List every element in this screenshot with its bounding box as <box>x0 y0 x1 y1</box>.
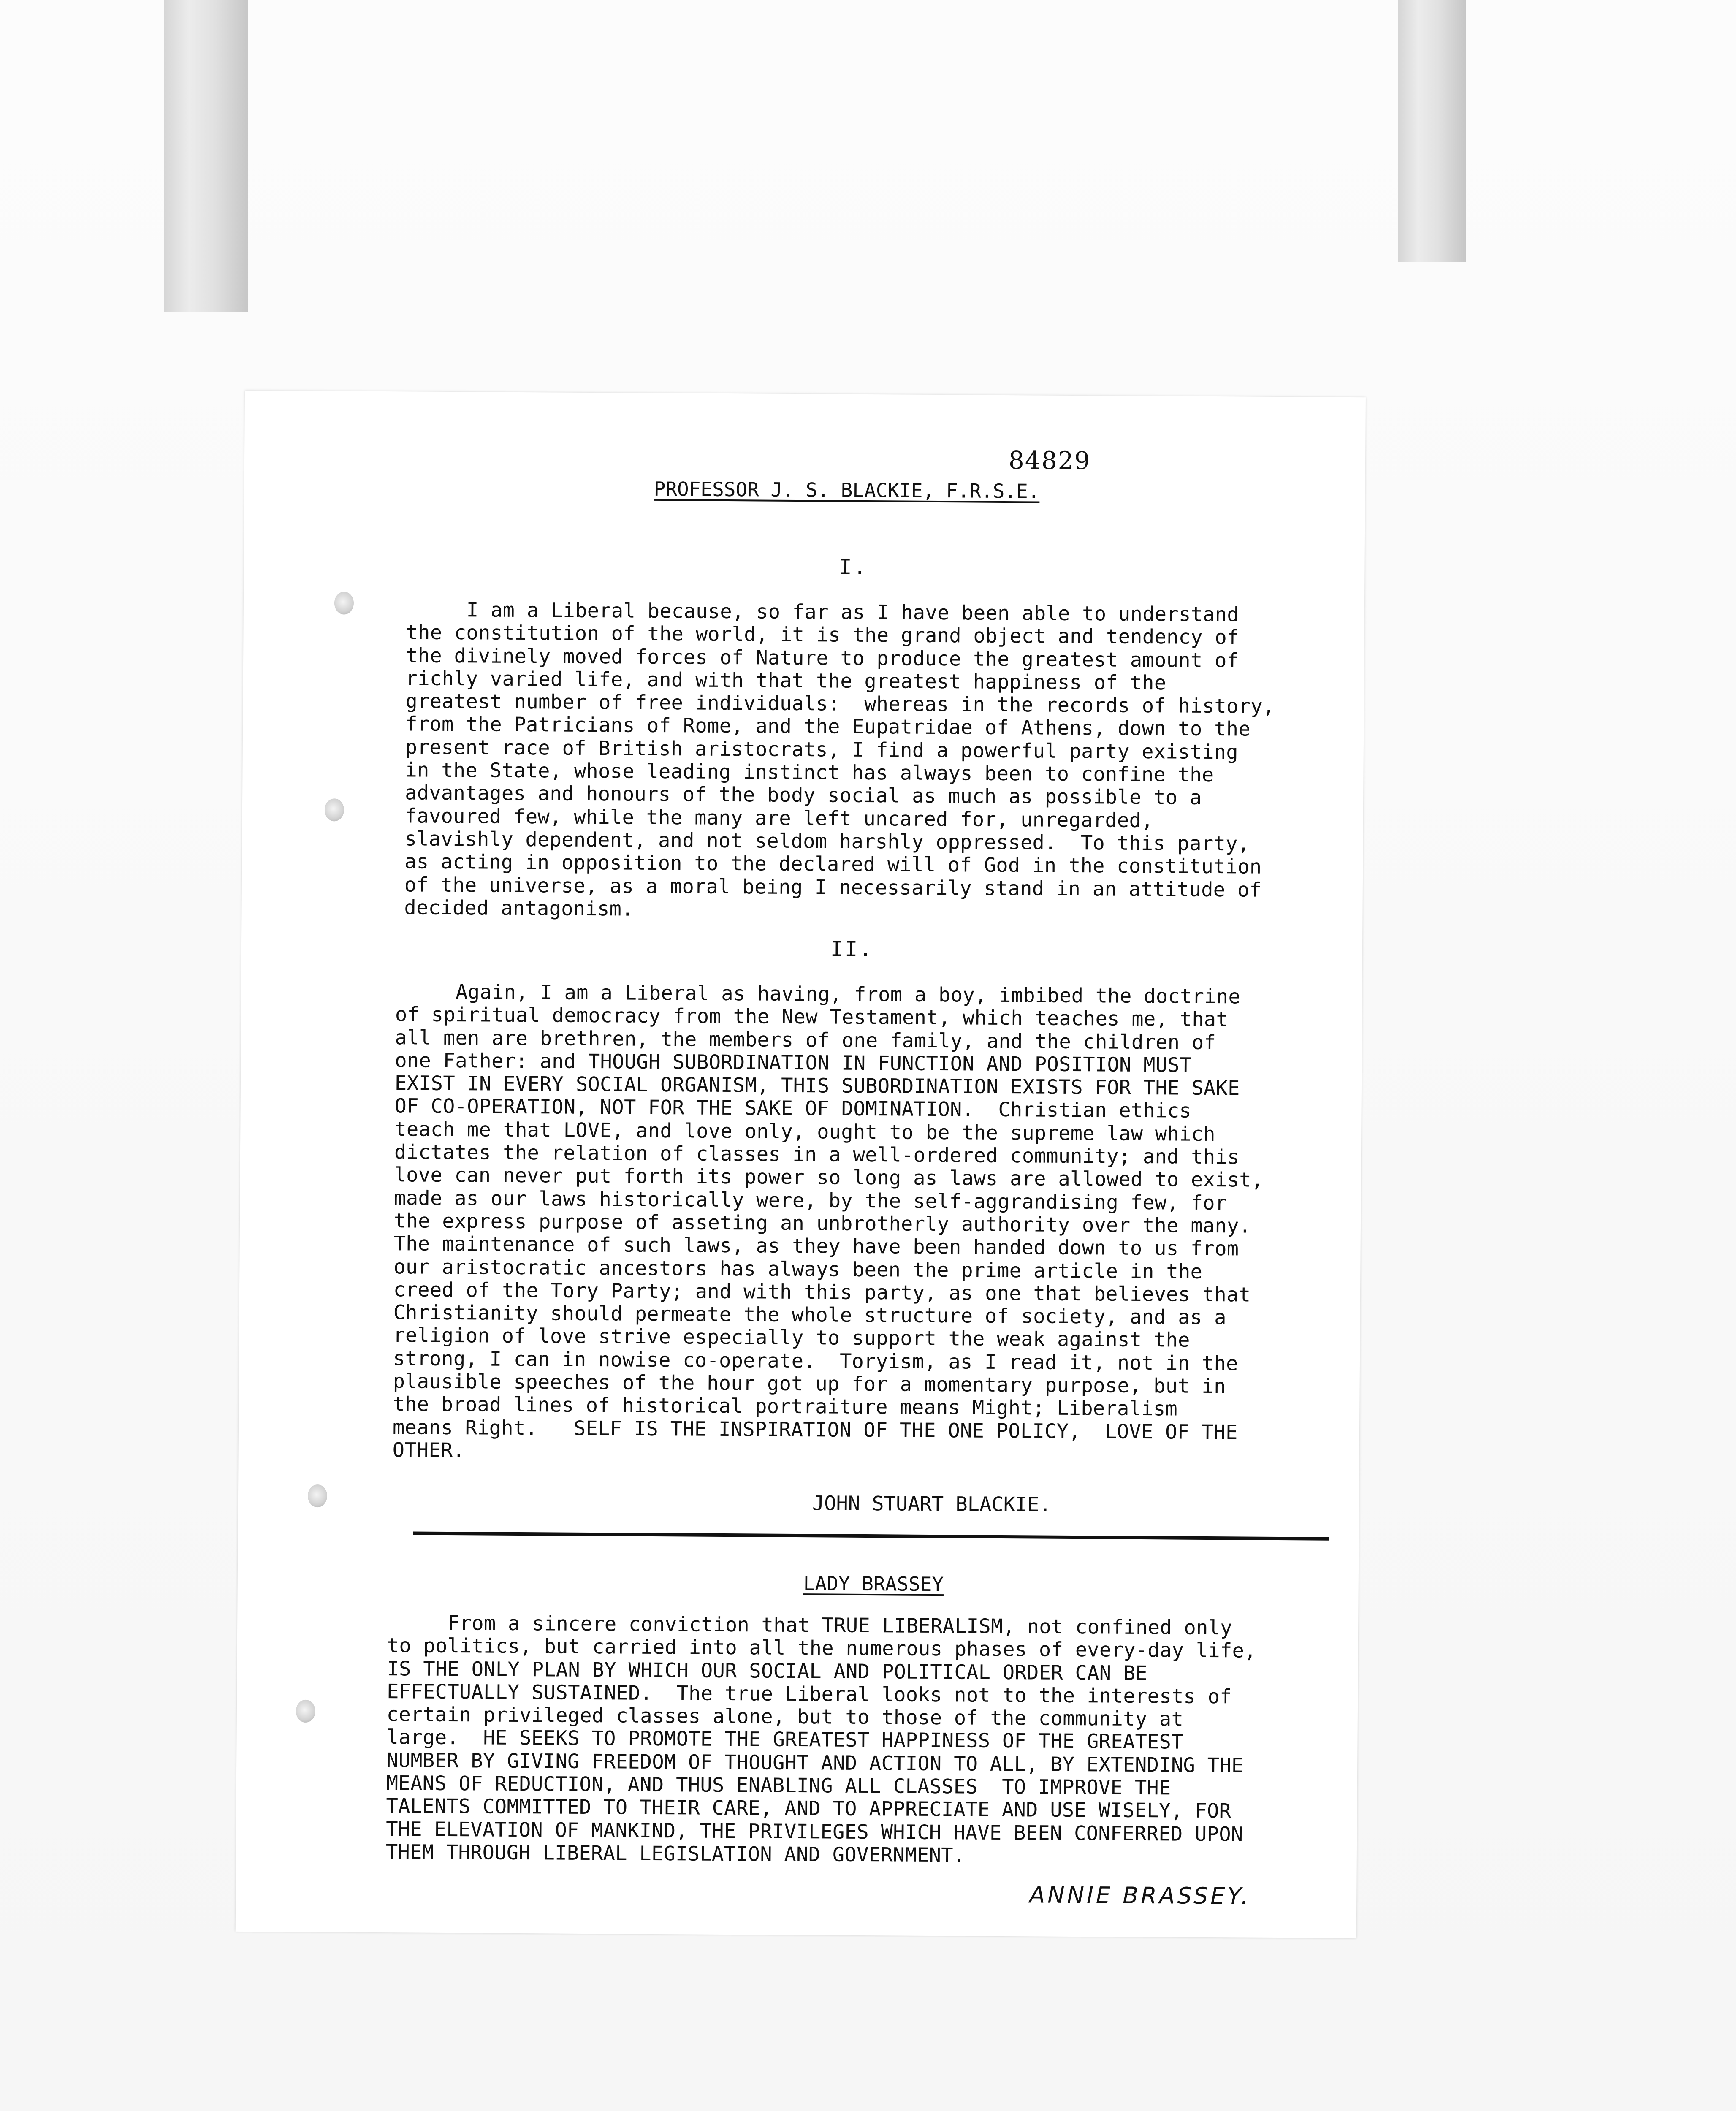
section-heading-blackie: PROFESSOR J. S. BLACKIE, F.R.S.E. <box>654 477 1040 503</box>
tape-strip <box>1398 0 1466 262</box>
handwritten-signature-brassey: ANNIE BRASSEY. <box>1029 1881 1251 1910</box>
paragraph-part-2: Again, I am a Liberal as having, from a boy, imbibed the doctrine of spiritual democracy from the New Testament, which teaches me, that all men are brethren, the members of one family, and the children of one Father: and THOUGH SUBORDINATION IN FUNCTION AND POSITION MUST EXIST IN EVERY SOCIAL ORGANISM, THIS SUBORDINATION EXISTS FOR THE SAKE OF CO-OPERATION, NOT FOR THE SAKE OF DOMINATION. Christian ethics teach me that LOVE, and love only, ought to be the supreme law which dictates the relation of classes in a well-ordered community; and this love can never put forth its power so long as laws are allowed to exist, made as our laws historically were, by the self-aggrandising few, for the express purpose of asseting an unbrotherly authority over the many. The maintenance of such laws, as they have been handed down to us from our aristocratic ancestors has always been the prime article in the creed of the Tory Party; and with this party, as one that believes that Christianity should permeate the whole structure of society, and as a religion of love strive especially to support the weak against the strong, I can in nowise co-operate. Toryism, as I read it, not in the plausible speeches of the hour got up for a momentary purpose, but in the broad lines of historical portraiture means Might; Liberalism means Right. SELF IS THE INSPIRATION OF THE ONE POLICY, LOVE OF THE OTHER. <box>392 980 1264 1463</box>
typed-document-page <box>236 391 1366 1938</box>
punch-hole <box>296 1700 315 1723</box>
punch-hole <box>334 592 354 614</box>
punch-hole <box>308 1484 327 1507</box>
part-numeral-2: II. <box>830 936 874 962</box>
punch-hole <box>325 798 344 821</box>
typed-signature-blackie: JOHN STUART BLACKIE. <box>812 1492 1052 1517</box>
tape-strip <box>164 0 248 312</box>
section-heading-brassey: LADY BRASSEY <box>803 1572 944 1596</box>
part-numeral-1: I. <box>839 554 868 580</box>
paragraph-brassey: From a sincere conviction that TRUE LIBERALISM, not confined only to politics, but carried into all the numerous phases of every-day life, IS THE ONLY PLAN BY WHICH OUR SOCIAL AND POLITICAL ORDER CAN BE EFFECTUALLY SUSTAINED. The true Liberal looks not to the interests of certain privileged classes alone, but to those of the community at large. HE SEEKS TO PROMOTE THE GREATEST HAPPINESS OF THE GREATEST NUMBER BY GIVING FREEDOM OF THOUGHT AND ACTION TO ALL, BY EXTENDING THE MEANS OF REDUCTION, AND THUS ENABLING ALL CLASSES TO IMPROVE THE TALENTS COMMITTED TO THEIR CARE, AND TO APPRECIATE AND USE WISELY, FOR THE ELEVATION OF MANKIND, THE PRIVILEGES WHICH HAVE BEEN CONFERRED UPON THEM THROUGH LIBERAL LEGISLATION AND GOVERNMENT. <box>385 1611 1256 1867</box>
paragraph-part-1: I am a Liberal because, so far as I have been able to understand the constitution of the world, it is the grand object and tendency of the divinely moved forces of Nature to produce the greatest amount of richly varied life, and with that the greatest happiness of the greatest number of free individuals: whereas in the records of history, from the Patricians of Rome, and the Eupatridae of Athens, down to the present race of British aristocrats, I find a powerful party existing in the State, whose leading instinct has always been to confine the advantages and honours of the body social as much as possible to a favoured few, while the many are left uncared for, unregarded, slavishly dependent, and not seldom harshly oppressed. To this party, as acting in opposition to the declared will of God in the constitution of the universe, as a moral being I necessarily stand in an attitude of decided antagonism. <box>404 598 1275 921</box>
document-number: 84829 <box>1008 446 1091 475</box>
section-divider <box>413 1531 1329 1540</box>
